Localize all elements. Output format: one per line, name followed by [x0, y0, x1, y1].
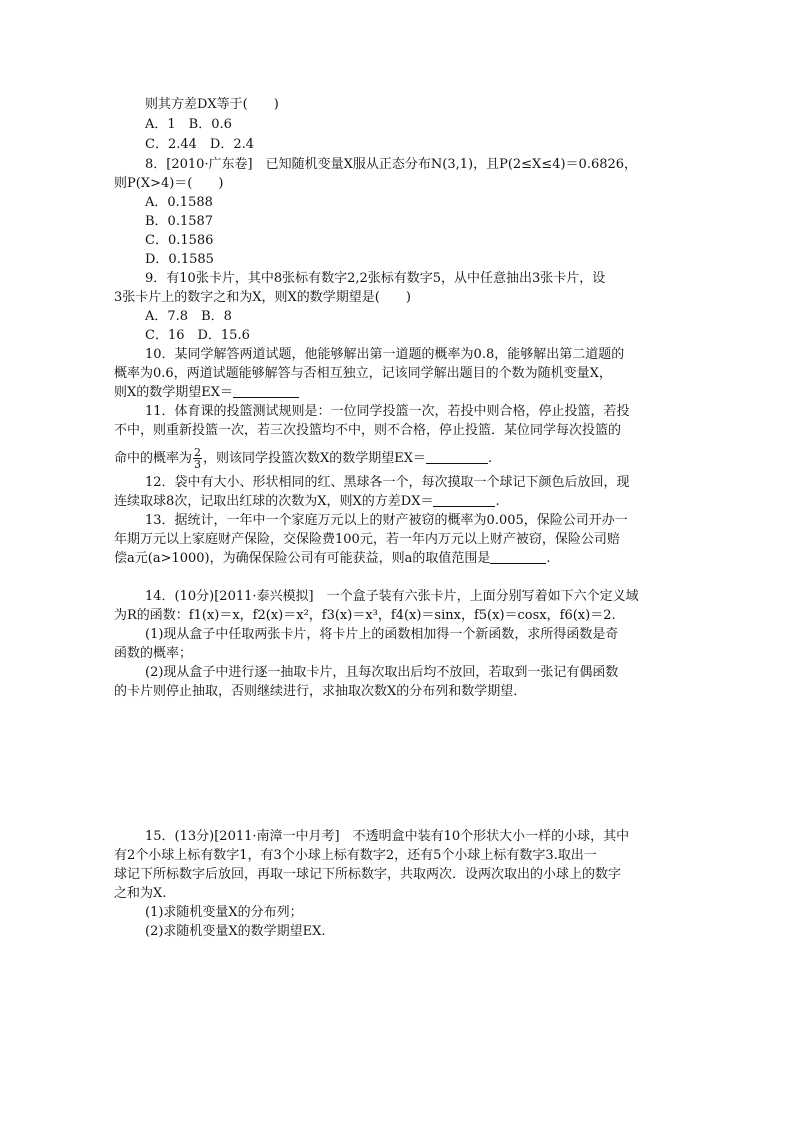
q11-answer-blank[interactable] — [426, 451, 488, 464]
q13-line-3 — [114, 551, 551, 567]
q13-answer-blank[interactable] — [490, 551, 546, 564]
q15-line-4: 之和为X. — [114, 886, 167, 901]
q7-options-cd: C．2.44 D．2.4 — [145, 137, 254, 152]
q9-line-1: 9．有10张卡片，其中8张标有数字2,2张标有数字5，从中任意抽出3张卡片，设 — [145, 271, 606, 286]
q15-sub-1: (1)求随机变量X的分布列； — [145, 905, 303, 920]
q12-answer-blank[interactable] — [433, 494, 495, 507]
q15-line-2: 有2个小球上标有数字1，有3个小球上标有数字2，还有5个小球上标有数字3.取出一 — [114, 848, 597, 863]
q11-fraction — [193, 447, 202, 470]
q8-line-2: 则P(X>4)＝( ) — [114, 176, 224, 191]
q11-line-1: 11．体育课的投篮测试规则是：一位同学投篮一次，若投中则合格，停止投篮，若投 — [145, 404, 630, 419]
q13-line-2: 年期万元以上家庭财产保险，交保险费100元，若一年内万元以上财产被窃，保险公司赔 — [114, 532, 620, 547]
q8-line-1: 8．[2010·广东卷] 已知随机变量X服从正态分布N(3,1)，且P(2≤X≤4)＝0.6826， — [145, 157, 638, 172]
q13-line-3-end: . — [546, 551, 551, 566]
q10-line-3 — [114, 385, 299, 401]
q11-line-3-post: ，则该同学投篮次数X的数学期望EX＝ — [203, 451, 427, 466]
q10-answer-blank[interactable] — [233, 385, 299, 398]
q8-option-a: A．0.1588 — [145, 195, 213, 210]
q14-sub-1: (1)现从盒子中任取两张卡片，将卡片上的函数相加得一个新函数，求所得函数是奇 — [145, 627, 619, 642]
q12-line-2 — [114, 494, 500, 510]
q8-option-b: B．0.1587 — [145, 214, 214, 229]
q11-line-2: 不中，则重新投篮一次，若三次投篮均不中，则不合格，停止投篮．某位同学每次投篮的 — [114, 423, 622, 438]
q9-options-ab: A．7.8 B．8 — [145, 309, 232, 324]
q12-line-1: 12．袋中有大小、形状相同的红、黑球各一个，每次摸取一个球记下颜色后放回，现 — [145, 475, 630, 490]
q15-line-1: 15．(13分)[2011·南漳一中月考] 不透明盒中装有10个形状大小一样的小球，其中 — [145, 829, 630, 844]
q10-line-1: 10．某同学解答两道试题，他能够解出第一道题的概率为0.8，能够解出第二道题的 — [145, 347, 625, 362]
q9-options-cd: C．16 D．15.6 — [145, 328, 250, 343]
q13-line-3-text: 偿a元(a>1000)，为确保保险公司有可能获益，则a的取值范围是 — [114, 551, 491, 566]
q10-line-3-text: 则X的数学期望EX＝ — [114, 385, 233, 400]
q11-fraction-denominator: 3 — [194, 458, 202, 471]
q8-option-c: C．0.1586 — [145, 233, 214, 248]
q12-line-2-text: 连续取球8次，记取出红球的次数为X，则X的方差DX＝ — [114, 494, 434, 509]
q14-sub-2: (2)现从盒子中进行逐一抽取卡片，且每次取出后均不放回，若取到一张记有偶函数 — [145, 665, 619, 680]
q14-line-2: 为R的函数：f1(x)＝x，f2(x)＝x²，f3(x)＝x³，f4(x)＝sinx，f5(x)＝cosx，f6(x)＝2. — [114, 608, 616, 623]
q14-line-1: 14．(10分)[2011·泰兴模拟] 一个盒子装有六张卡片，上面分别写着如下六个定义域 — [145, 589, 639, 604]
q15-sub-2: (2)求随机变量X的数学期望EX. — [145, 924, 326, 939]
q7-stem: 则其方差DX等于( ) — [145, 97, 279, 112]
q10-line-2: 概率为0.6，两道试题能够解答与否相互独立，记该同学解出题目的个数为随机变量X， — [114, 366, 612, 381]
q7-options-ab: A．1 B．0.6 — [145, 117, 232, 132]
q15-line-3: 球记下所标数字后放回，再取一球记下所标数字，共取两次．设两次取出的小球上的数字 — [114, 867, 622, 882]
q8-option-d: D．0.1585 — [145, 252, 214, 267]
q14-sub-1-cont: 函数的概率； — [114, 646, 193, 661]
q11-fraction-numerator: 2 — [194, 446, 202, 459]
q13-line-1: 13．据统计，一年中一个家庭万元以上的财产被窃的概率为0.005，保险公司开办一 — [145, 513, 628, 528]
q11-line-3 — [114, 446, 493, 471]
q14-sub-2-cont: 的卡片则停止抽取，否则继续进行，求抽取次数X的分布列和数学期望． — [114, 684, 527, 699]
q12-line-2-end: . — [495, 494, 500, 509]
q11-line-3-pre: 命中的概率为 — [114, 451, 193, 466]
q9-line-2: 3张卡片上的数字之和为X，则X的数学期望是( ) — [114, 290, 411, 305]
q11-line-3-end: . — [488, 451, 493, 466]
